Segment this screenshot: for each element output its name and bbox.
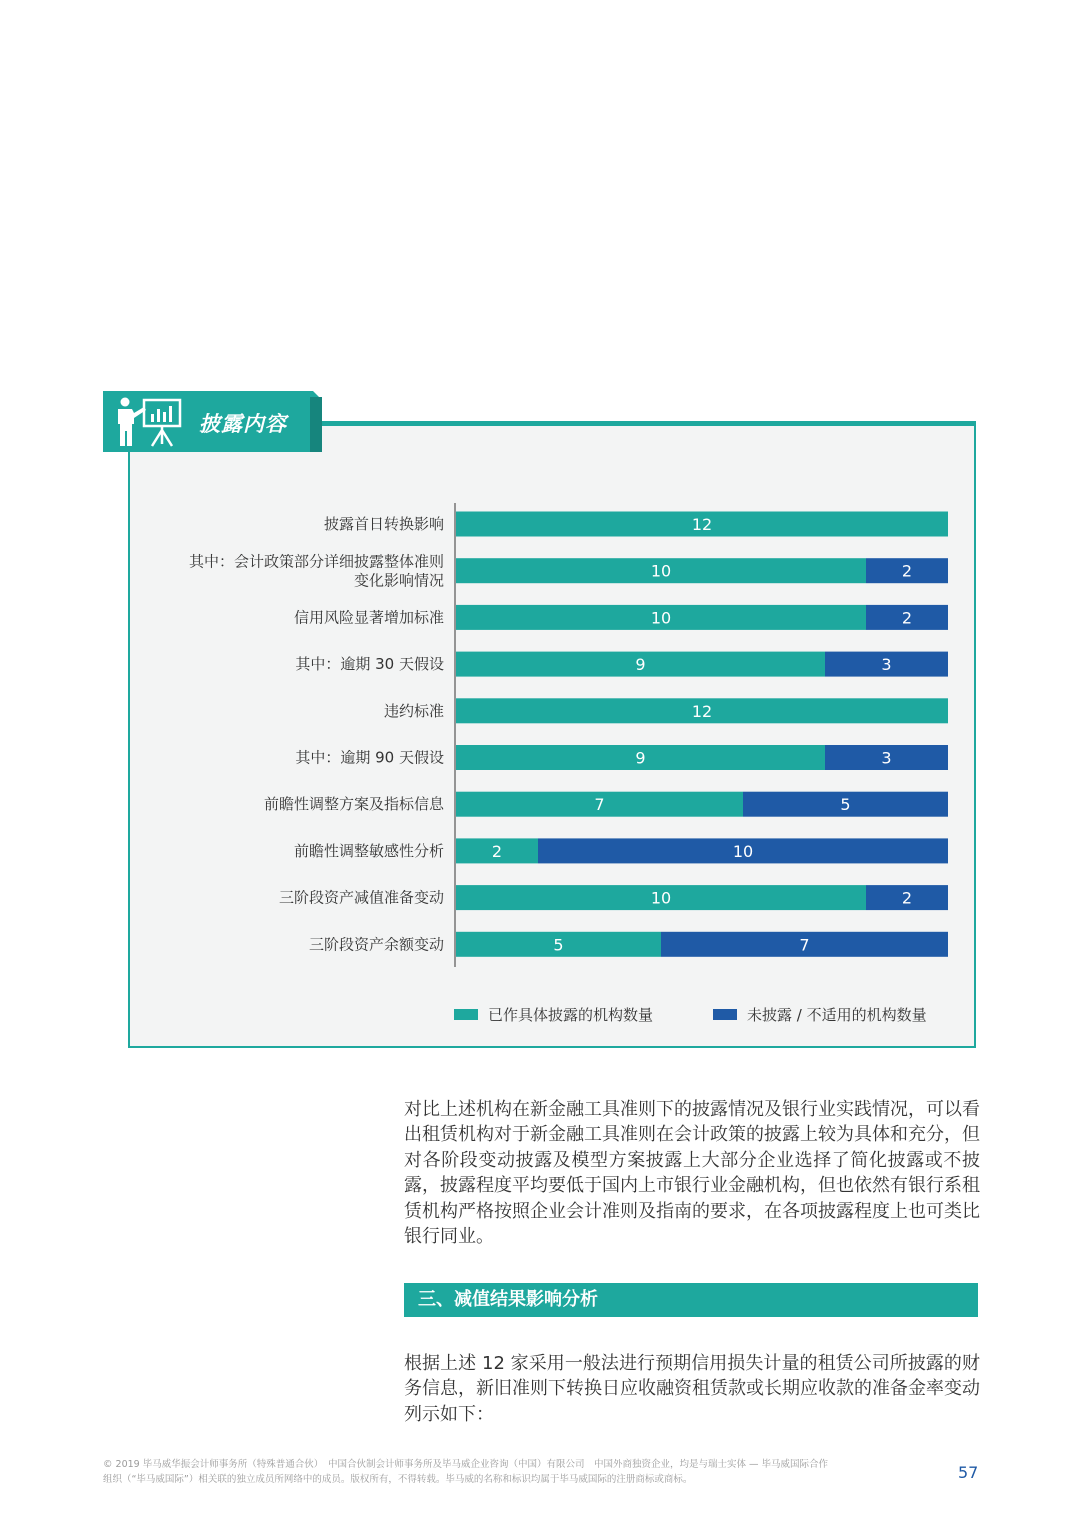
body-paragraph-1: 对比上述机构在新金融工具准则下的披露情况及银行业实践情况，可以看出租赁机构对于新金融工具准则在会计政策的披露上较为具体和充分，但对各阶段变动披露及模型方案披露上大部分企业选择了简化披露或不披露，披露程度平均要低于国内上市银行业金融机构，但也依然有银行系租赁机构严格按照企业会计准则及指南的要求，在各项披露程度上也可类比银行同业。	[404, 1099, 980, 1248]
category-label: 其中：逾期 30 天假设	[295, 655, 444, 674]
section-heading: 三、减值结果影响分析	[404, 1283, 978, 1317]
page-number: 57	[958, 1463, 979, 1482]
bar-data-label: 10	[650, 888, 672, 908]
bar-data-label: 2	[901, 561, 913, 581]
category-label: 三阶段资产余额变动	[308, 935, 444, 954]
category-label: 前瞻性调整敏感性分析	[293, 841, 444, 860]
legend-swatch-not-disclosed	[713, 1009, 737, 1020]
category-label: 违约标准	[383, 701, 444, 720]
category-label: 三阶段资产减值准备变动	[278, 888, 444, 907]
bar-data-label: 7	[594, 795, 605, 815]
bar-data-label: 10	[650, 608, 672, 628]
bar-data-label: 2	[901, 888, 913, 908]
category-label: 其中：会计政策部分详细披露整体准则变化影响情况	[188, 552, 444, 590]
bar-data-label: 5	[553, 935, 564, 955]
category-label: 前瞻性调整方案及指标信息	[263, 795, 444, 814]
bar-data-label: 2	[491, 841, 503, 861]
category-label: 信用风险显著增加标准	[293, 608, 444, 627]
bar-data-label: 12	[691, 701, 713, 721]
bar-data-label: 10	[732, 841, 754, 861]
body-paragraph-2: 根据上述 12 家采用一般法进行预期信用损失计量的租赁公司所披露的财务信息，新旧准则下转换日应收融资租赁款或长期应收款的准备金率变动列示如下：	[404, 1353, 980, 1425]
category-label: 披露首日转换影响	[323, 515, 444, 533]
category-label: 其中：逾期 90 天假设	[295, 748, 444, 767]
bar-data-label: 9	[635, 655, 646, 675]
bar-data-label: 10	[650, 561, 672, 581]
bar-data-label: 7	[799, 935, 810, 955]
bar-data-label: 12	[691, 515, 713, 534]
bar-data-label: 2	[901, 608, 913, 628]
stacked-bar-chart	[128, 421, 976, 1048]
legend-swatch-disclosed	[454, 1009, 478, 1020]
chart-title: 披露内容	[199, 412, 287, 436]
legend-label: 已作具体披露的机构数量	[488, 1006, 654, 1024]
bar-data-label: 3	[881, 748, 892, 768]
footer-legal-text: © 2019 毕马威华振会计师事务所（特殊普通合伙） 中国合伙制会计师事务所及毕马威企业咨询（中国）有限公司 中国外商独资企业，均是与瑞士实体 — 毕马威国际合作组织（“毕马威国际”）相关联的独立成员所网络中的成员。版权所有，不得转载。毕马威的名称和标识均属于毕马威国际的注册商标或商标。	[103, 1459, 829, 1485]
bar-data-label: 9	[635, 748, 646, 768]
legend-label: 未披露 / 不适用的机构数量	[747, 1006, 927, 1024]
bar-data-label: 3	[881, 655, 892, 675]
bar-data-label: 5	[840, 795, 851, 815]
